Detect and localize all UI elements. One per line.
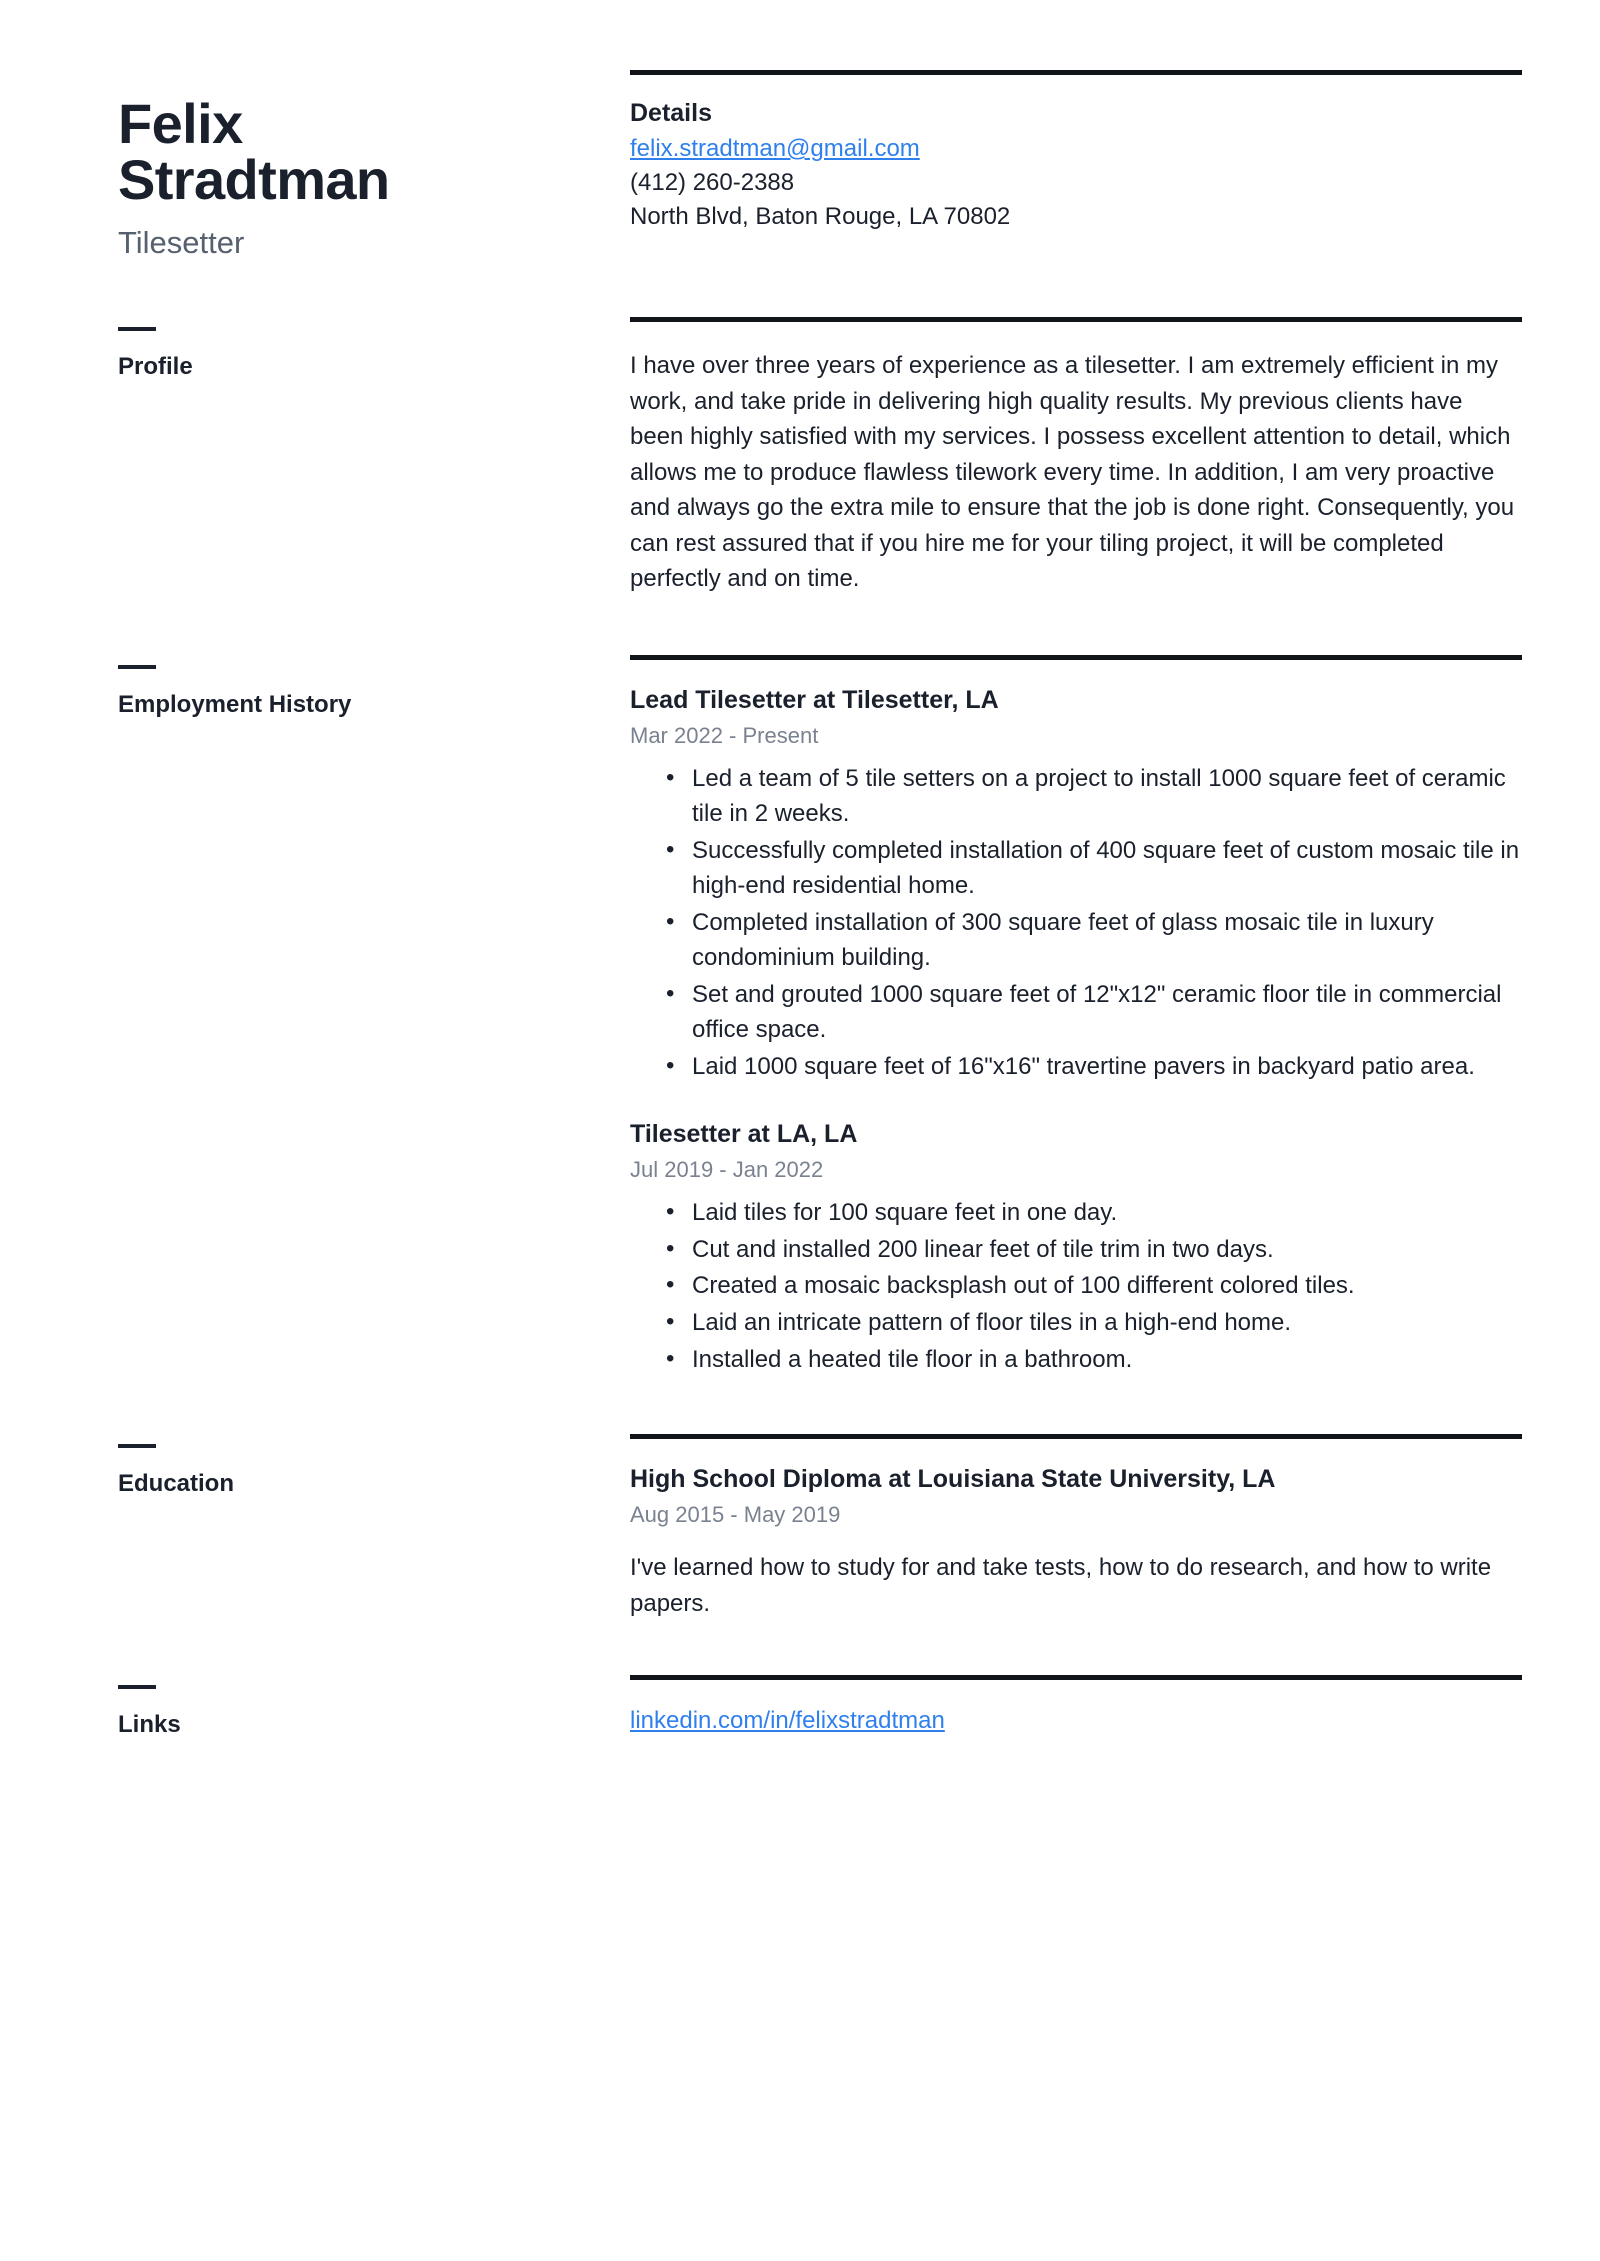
list-item: • Installed a heated tile floor in a bathroom. — [666, 1342, 1522, 1378]
education-label-wrap — [118, 1434, 630, 1498]
list-item: • Completed installation of 300 square feet of glass mosaic tile in luxury condominium building. — [666, 905, 1522, 976]
education-entry — [630, 1465, 1522, 1621]
spacer-employment-rule — [630, 660, 1522, 686]
employment-entry-date: Mar 2022 - Present — [630, 722, 819, 748]
employment-content-column — [630, 655, 1522, 1378]
employment-section-label: Employment History — [118, 690, 352, 718]
list-item: • Cut and installed 200 linear feet of tile trim in two days. — [666, 1232, 1522, 1268]
dash-icon — [118, 327, 156, 331]
header-name-block — [118, 70, 630, 261]
employment-entry-title: Tilesetter at LA, LA — [630, 1120, 858, 1149]
employment-entry-date: Jul 2019 - Jan 2022 — [630, 1157, 824, 1183]
spacer-after-education — [118, 1621, 1522, 1675]
list-item: • Created a mosaic backsplash out of 100 different colored tiles. — [666, 1268, 1522, 1304]
profile-label-wrap — [118, 317, 630, 381]
spacer-links-rule — [630, 1680, 1522, 1704]
details-phone: (412) 260-2388 — [630, 169, 795, 197]
education-entry-title: High School Diploma at Louisiana State University, LA — [630, 1465, 1276, 1494]
profile-section — [118, 317, 1522, 597]
employment-section — [118, 655, 1522, 1378]
dash-icon — [118, 1444, 156, 1448]
employment-entry-title: Lead Tilesetter at Tilesetter, LA — [630, 685, 999, 714]
spacer-education-rule — [630, 1439, 1522, 1465]
employment-label-column — [118, 655, 630, 719]
employment-entry-bullets — [630, 761, 1522, 1085]
details-heading: Details — [630, 99, 712, 127]
profile-content-column — [630, 317, 1522, 597]
links-list — [630, 1704, 1522, 1738]
profile-text: I have over three years of experience as a tilesetter. I am extremely efficient in my work, and take pride in delivering high quality results. My previous clients have been highly satisfied with my services. I possess excellent attention to detail, which allows me to produce flawless tilework every time. In addition, I am very proactive and always go the extra mile to ensure that the job is done right. Consequently, you can rest assured that if you hire me for your tiling project, it will be completed perfectly and on time. — [630, 352, 1515, 593]
education-entry-date: Aug 2015 - May 2019 — [630, 1502, 841, 1528]
education-section — [118, 1434, 1522, 1621]
education-section-label: Education — [118, 1470, 235, 1498]
resume-header — [118, 70, 1522, 261]
links-label-column — [118, 1675, 630, 1739]
list-item: • Set and grouted 1000 square feet of 12"x12" ceramic floor tile in commercial office space. — [666, 977, 1522, 1048]
linkedin-link[interactable]: linkedin.com/in/felixstradtman — [630, 1707, 945, 1735]
spacer-after-employment — [118, 1378, 1522, 1434]
email-link[interactable]: felix.stradtman@gmail.com — [630, 135, 920, 162]
links-section-label: Links — [118, 1711, 181, 1739]
links-content-column — [630, 1675, 1522, 1738]
education-content-column — [630, 1434, 1522, 1621]
links-label-wrap — [118, 1675, 630, 1739]
dash-icon — [118, 1685, 156, 1689]
details-email-line — [630, 132, 1522, 166]
list-item: • Laid an intricate pattern of floor tiles in a high-end home. — [666, 1305, 1522, 1341]
spacer-profile-rule — [630, 322, 1522, 348]
list-item: • Led a team of 5 tile setters on a project to install 1000 square feet of ceramic tile in 2 weeks. — [666, 761, 1522, 832]
employment-entry — [630, 1120, 1522, 1377]
spacer-after-profile — [118, 597, 1522, 655]
details-divider — [630, 70, 1522, 75]
employment-entry — [630, 686, 1522, 1085]
employment-label-wrap — [118, 655, 630, 719]
details-address: North Blvd, Baton Rouge, LA 70802 — [630, 203, 1011, 231]
candidate-name: Felix Stradtman — [118, 92, 390, 211]
dash-icon — [118, 665, 156, 669]
profile-label-column — [118, 317, 630, 381]
profile-section-label: Profile — [118, 353, 193, 381]
list-item: • Laid tiles for 100 square feet in one day. — [666, 1195, 1522, 1231]
list-item: • Laid 1000 square feet of 16"x16" travertine pavers in backyard patio area. — [666, 1049, 1522, 1085]
links-section — [118, 1675, 1522, 1739]
spacer-after-header — [118, 261, 1522, 317]
candidate-job-title: Tilesetter — [118, 225, 245, 260]
education-label-column — [118, 1434, 630, 1498]
list-item: • Successfully completed installation of 400 square feet of custom mosaic tile in high-end residential home. — [666, 833, 1522, 904]
education-entry-description: I've learned how to study for and take tests, how to do research, and how to write papers. — [630, 1554, 1492, 1617]
employment-entry-bullets — [630, 1195, 1522, 1377]
details-block — [630, 70, 1522, 234]
